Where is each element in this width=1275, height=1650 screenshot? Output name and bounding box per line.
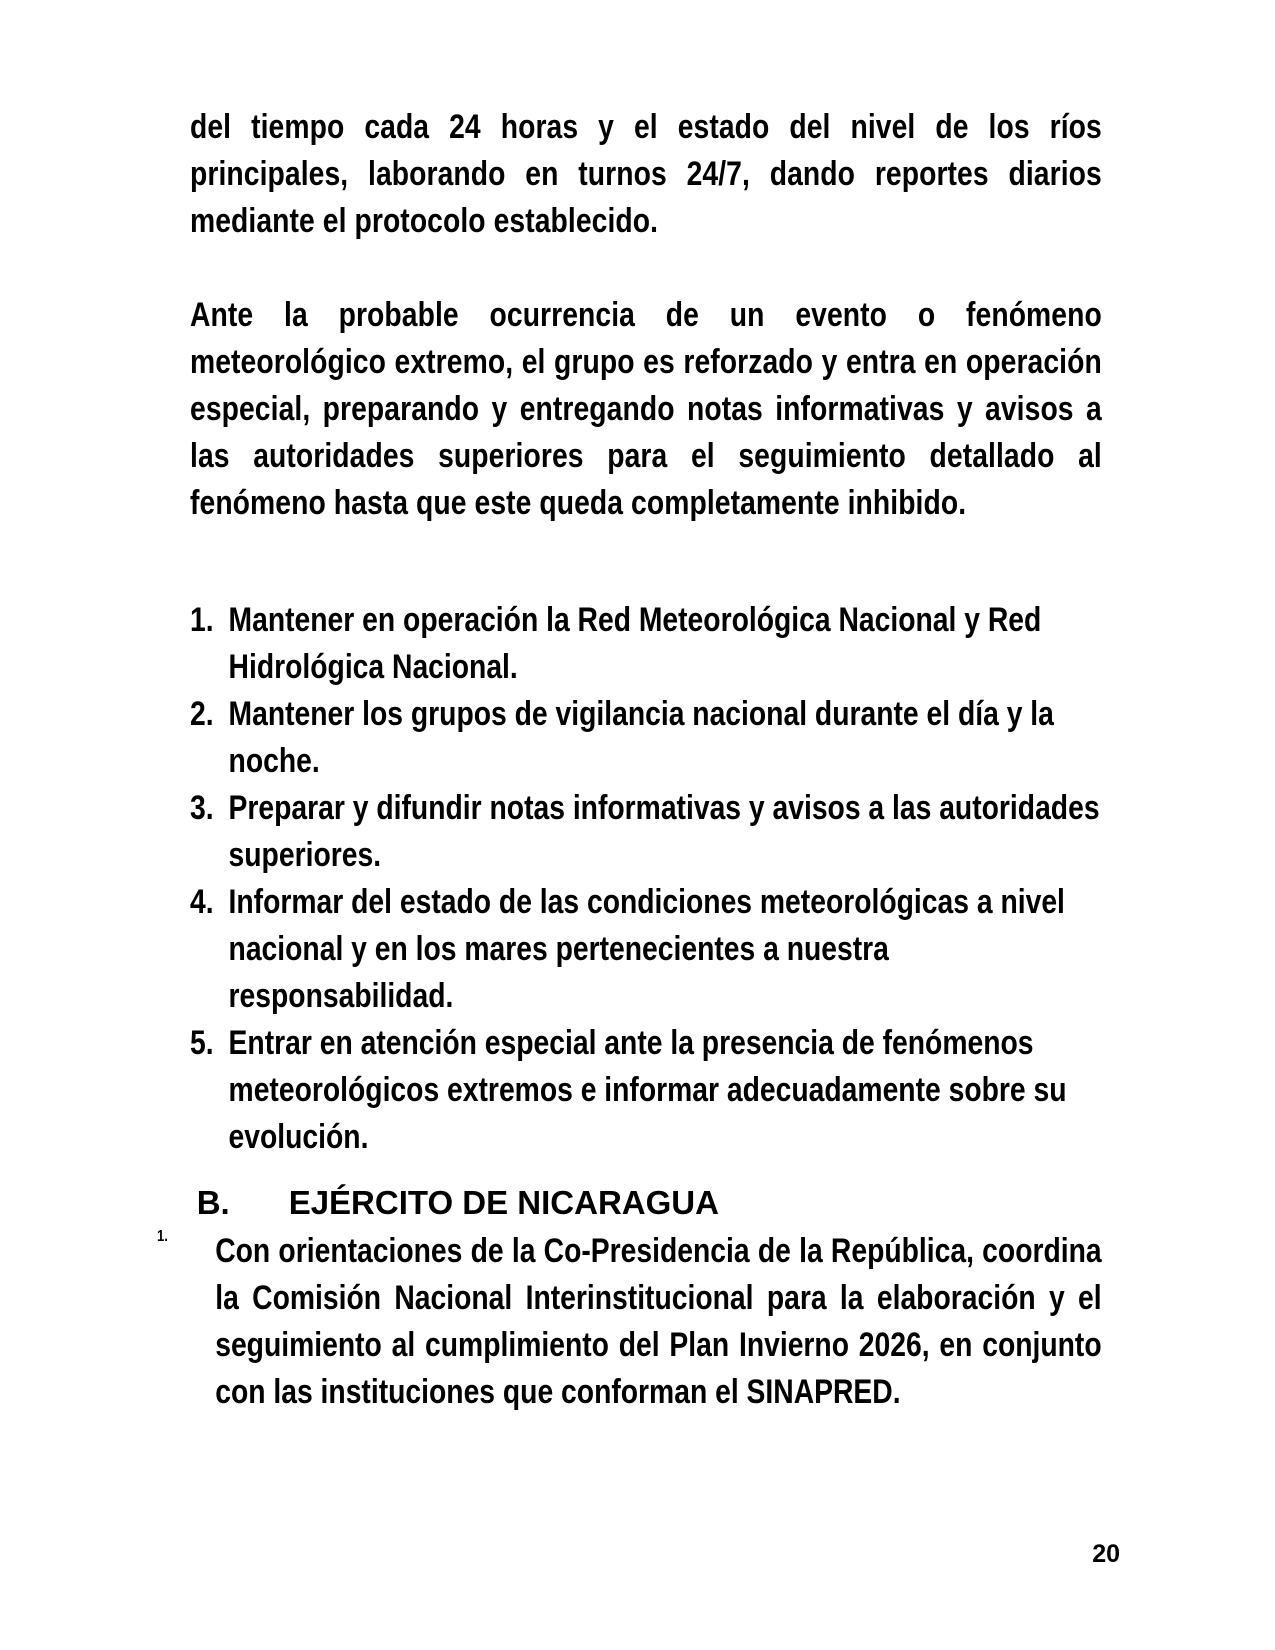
list-item bbox=[190, 597, 1102, 691]
list-spacer bbox=[190, 527, 1102, 597]
list-item-marker: 2. bbox=[190, 695, 214, 733]
document-body bbox=[190, 104, 1102, 1161]
list-item-marker: 4. bbox=[190, 883, 214, 921]
list-item-marker: 1. bbox=[190, 601, 214, 639]
closing-item bbox=[157, 1228, 1102, 1416]
list-item-text: Preparar y difundir notas informativas y avisos a las autoridades superiores. bbox=[228, 789, 1100, 874]
list-item bbox=[190, 879, 1102, 1020]
paragraph-spacer bbox=[190, 245, 1102, 292]
paragraph-second: Ante la probable ocurrencia de un evento o fenómeno meteorológico extremo, el grupo es reforzado y entra en operación especial, preparando y entregando notas informativas y avisos a las autoridades superiores para el seguimiento detallado al fenómeno hasta que este queda completamente inhibido. bbox=[190, 296, 1102, 522]
list-item-text: Mantener en operación la Red Meteorológica Nacional y Red Hidrológica Nacional. bbox=[228, 601, 1042, 686]
list-item-marker: 3. bbox=[190, 789, 214, 827]
list-item bbox=[190, 1020, 1102, 1161]
page-number: 20 bbox=[1092, 1540, 1120, 1568]
section-title: EJÉRCITO DE NICARAGUA bbox=[288, 1184, 719, 1221]
list-item-marker: 5. bbox=[190, 1024, 214, 1062]
list-item-text: Entrar en atención especial ante la presencia de fenómenos meteorológicos extremos e informar adecuadamente sobre su evolución. bbox=[228, 1024, 1067, 1156]
closing-item-text: Con orientaciones de la Co-Presidencia de la República, coordina la Comisión Nacional Interinstitucional para la elaboración y el seguimiento al cumplimiento del Plan Invierno 2026, en conjunto con las instituciones que conforman el SINAPRED. bbox=[215, 1232, 1102, 1411]
closing-item-marker: 1. bbox=[157, 1228, 168, 1245]
section-letter: B. bbox=[196, 1184, 230, 1221]
list-item-text: Informar del estado de las condiciones meteorológicas a nivel nacional y en los mares pertenecientes a nuestra responsabilidad. bbox=[228, 883, 1065, 1015]
paragraph-continuation: del tiempo cada 24 horas y el estado del nivel de los ríos principales, laborando en turnos 24/7, dando reportes diarios mediante el protocolo establecido. bbox=[190, 108, 1102, 240]
numbered-list bbox=[190, 597, 1102, 1161]
list-item bbox=[190, 785, 1102, 879]
list-item bbox=[190, 691, 1102, 785]
list-item-text: Mantener los grupos de vigilancia nacional durante el día y la noche. bbox=[228, 695, 1054, 780]
